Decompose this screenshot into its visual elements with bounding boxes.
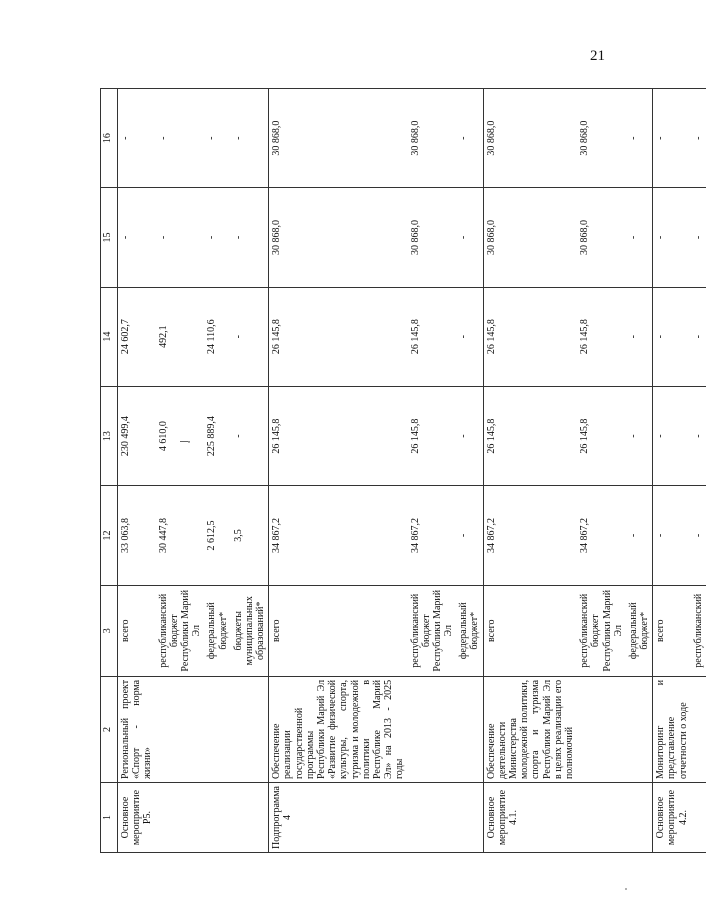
value-cell-12: - [626,486,653,585]
description-cell [156,676,205,782]
value-cell-14: 492,1 [156,287,205,386]
value-cell-14: 26 145,8 [408,287,457,386]
value-cell-15: - [626,188,653,287]
value-cell-16: 30 868,0 [483,89,577,188]
value-cell-15: - [204,188,230,287]
table-row [577,89,626,853]
header-row [101,89,118,853]
page-number: 21 [590,48,605,64]
value-cell-15: - [653,188,691,287]
value-cell-16: - [691,89,706,188]
value-cell-13: - [231,386,269,486]
value-cell-15: 30 868,0 [577,188,626,287]
value-cell-12: 34 867,2 [483,486,577,585]
value-cell-14: - [456,287,483,386]
source-cell: всего [483,585,577,676]
value-cell-14: - [626,287,653,386]
description-cell [691,676,706,782]
value-cell-16: 30 868,0 [269,89,408,188]
value-cell-14: - [231,287,269,386]
description-cell [204,676,230,782]
description-cell: Мониторинг и представление отчетности о ходе [653,676,691,782]
table-row [118,89,156,853]
activity-cell [156,783,205,853]
source-cell: республиканский бюджет Республики Марий Эл [156,585,205,676]
rotated-table-container [100,88,704,853]
value-cell-12: 34 867,2 [408,486,457,585]
value-cell-16: - [653,89,691,188]
source-cell: всего [269,585,408,676]
value-cell-13: 26 145,8 [269,386,408,486]
description-cell [626,676,653,782]
header-col-12: 12 [101,486,118,585]
value-cell-14: 26 145,8 [269,287,408,386]
value-cell-15: - [156,188,205,287]
header-col-3: 3 [101,585,118,676]
value-cell-15: 30 868,0 [483,188,577,287]
description-cell [577,676,626,782]
value-cell-13: 230 499,4 [118,386,156,486]
value-cell-12: - [653,486,691,585]
activity-cell [577,783,626,853]
value-cell-12: 34 867,2 [269,486,408,585]
value-cell-12: 3,5 [231,486,269,585]
activity-cell [408,783,457,853]
description-cell: Региональный проект «Спорт - норма жизни» [118,676,156,782]
budget-table [100,88,706,853]
header-col-15: 15 [101,188,118,287]
source-cell: всего [653,585,691,676]
table-row [456,89,483,853]
value-cell-14: - [653,287,691,386]
value-cell-16: - [118,89,156,188]
activity-cell [456,783,483,853]
value-cell-16: - [626,89,653,188]
value-cell-12: 33 063,8 [118,486,156,585]
value-cell-13: - [691,386,706,486]
value-cell-14: 26 145,8 [577,287,626,386]
header-col-14: 14 [101,287,118,386]
table-wrapper [100,88,704,853]
table-row [408,89,457,853]
value-cell-13: - [626,386,653,486]
value-cell-13: 26 145,8 [483,386,577,486]
source-cell: федеральный бюджет* [456,585,483,676]
value-cell-12: 2 612,5 [204,486,230,585]
source-cell: республиканский [691,585,706,676]
activity-cell [626,783,653,853]
header-col-13: 13 [101,386,118,486]
table-row [483,89,577,853]
value-cell-12: - [456,486,483,585]
value-cell-16: - [204,89,230,188]
header-col-16: 16 [101,89,118,188]
value-cell-14: - [691,287,706,386]
value-cell-12: - [691,486,706,585]
description-cell [456,676,483,782]
table-row [204,89,230,853]
table-row [626,89,653,853]
source-cell: бюджеты муниципальных образований* [231,585,269,676]
source-cell: федеральный бюджет* [626,585,653,676]
value-cell-15: 30 868,0 [269,188,408,287]
value-cell-16: - [456,89,483,188]
scan-speck [625,888,627,890]
activity-cell: Основное мероприятие 4.2. [653,783,691,853]
table-row [691,89,706,853]
activity-cell [204,783,230,853]
table-row [156,89,205,853]
activity-cell [231,783,269,853]
activity-cell: Основное мероприятие 4.1. [483,783,577,853]
value-cell-13: - [456,386,483,486]
value-cell-15: - [456,188,483,287]
value-cell-14: 24 110,6 [204,287,230,386]
source-cell: республиканский бюджет Республики Марий Эл [408,585,457,676]
description-cell [408,676,457,782]
source-cell: всего [118,585,156,676]
value-cell-13: 26 145,8 [408,386,457,486]
value-cell-13: 4 610,0 [156,386,205,486]
value-cell-13: 225 889,4 [204,386,230,486]
value-cell-16: - [231,89,269,188]
value-cell-15: - [118,188,156,287]
table-row [231,89,269,853]
description-cell: Обеспечение деятельности Министерства молодежной политики, спорта и туризма Республики Марий Эл в целях реализации его полномочий [483,676,577,782]
activity-cell: Подпрограмма 4 [269,783,408,853]
table-row [269,89,408,853]
source-cell: федеральный бюджет* [204,585,230,676]
value-cell-15: - [691,188,706,287]
scan-speck [188,441,190,443]
activity-cell: Основное мероприятие Р5. [118,783,156,853]
activity-cell [691,783,706,853]
value-cell-13: 26 145,8 [577,386,626,486]
table-row [653,89,691,853]
header-col-2: 2 [101,676,118,782]
value-cell-16: - [156,89,205,188]
description-cell: Обеспечение реализации государственной программы Республики Марий Эл «Развитие физической культуры, спорта, туризма и молодежной политики в Республике Марий Эл» на 2013 - 2025 годы [269,676,408,782]
value-cell-15: 30 868,0 [408,188,457,287]
value-cell-12: 34 867,2 [577,486,626,585]
value-cell-14: 26 145,8 [483,287,577,386]
header-col-1: 1 [101,783,118,853]
value-cell-15: - [231,188,269,287]
source-cell: республиканский бюджет Республики Марий Эл [577,585,626,676]
value-cell-13: - [653,386,691,486]
description-cell [231,676,269,782]
value-cell-16: 30 868,0 [577,89,626,188]
value-cell-14: 24 602,7 [118,287,156,386]
value-cell-16: 30 868,0 [408,89,457,188]
value-cell-12: 30 447,8 [156,486,205,585]
